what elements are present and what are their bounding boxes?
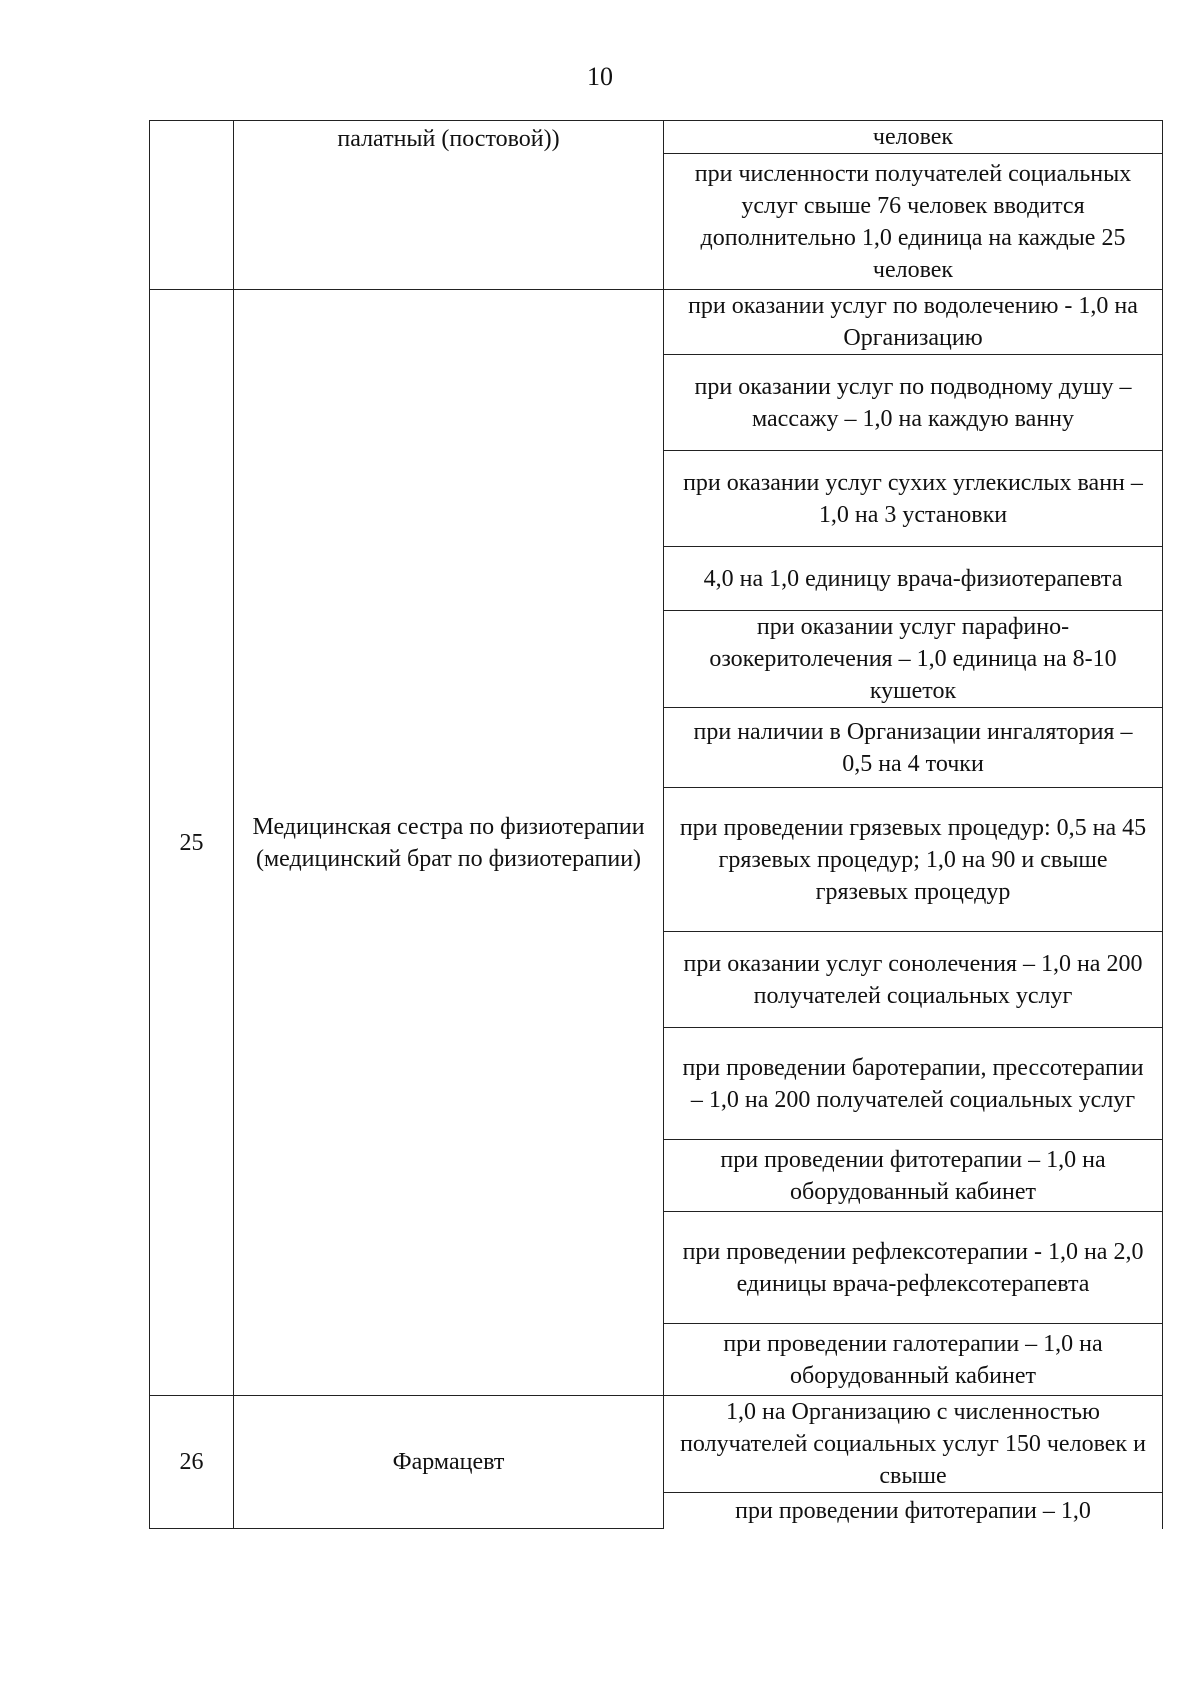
norm-cell: при оказании услуг парафино-озокеритолечения – 1,0 единица на 8-10 кушеток	[664, 611, 1163, 708]
norm-cell: при проведении галотерапии – 1,0 на оборудованный кабинет	[664, 1324, 1163, 1396]
table-row	[150, 290, 1163, 355]
norm-cell: при проведении грязевых процедур: 0,5 на 45 грязевых процедур; 1,0 на 90 и свыше грязевых процедур	[664, 788, 1163, 932]
position-name-cell: Фармацевт	[234, 1396, 664, 1529]
norm-cell: при проведении фитотерапии – 1,0	[664, 1493, 1163, 1529]
page-number: 10	[587, 62, 613, 91]
row-number-cell: 25	[150, 290, 234, 1396]
norm-cell: при оказании услуг по водолечению - 1,0 на Организацию	[664, 290, 1163, 355]
table-row	[150, 1396, 1163, 1493]
norm-cell: при наличии в Организации ингалятория – 0,5 на 4 точки	[664, 708, 1163, 788]
position-name-cell: Медицинская сестра по физиотерапии (медицинский брат по физиотерапии)	[234, 290, 664, 1396]
norm-cell: при проведении баротерапии, прессотерапии – 1,0 на 200 получателей социальных услуг	[664, 1028, 1163, 1140]
norm-cell: при оказании услуг сонолечения – 1,0 на 200 получателей социальных услуг	[664, 932, 1163, 1028]
table-row	[150, 121, 1163, 154]
staffing-table	[149, 120, 1163, 1529]
norm-cell: 4,0 на 1,0 единицу врача-физиотерапевта	[664, 547, 1163, 611]
norm-cell: при оказании услуг сухих углекислых ванн – 1,0 на 3 установки	[664, 451, 1163, 547]
norm-cell: при проведении рефлексотерапии - 1,0 на 2,0 единицы врача-рефлексотерапевта	[664, 1212, 1163, 1324]
norm-cell: человек	[664, 121, 1163, 154]
row-number-cell	[150, 121, 234, 290]
position-name-cell: палатный (постовой))	[234, 121, 664, 290]
norm-cell: при численности получателей социальных услуг свыше 76 человек вводится дополнительно 1,0 единица на каждые 25 человек	[664, 154, 1163, 290]
norm-cell: при проведении фитотерапии – 1,0 на оборудованный кабинет	[664, 1140, 1163, 1212]
row-number-cell: 26	[150, 1396, 234, 1529]
norm-cell: при оказании услуг по подводному душу – массажу – 1,0 на каждую ванну	[664, 355, 1163, 451]
norm-cell: 1,0 на Организацию с численностью получателей социальных услуг 150 человек и свыше	[664, 1396, 1163, 1493]
